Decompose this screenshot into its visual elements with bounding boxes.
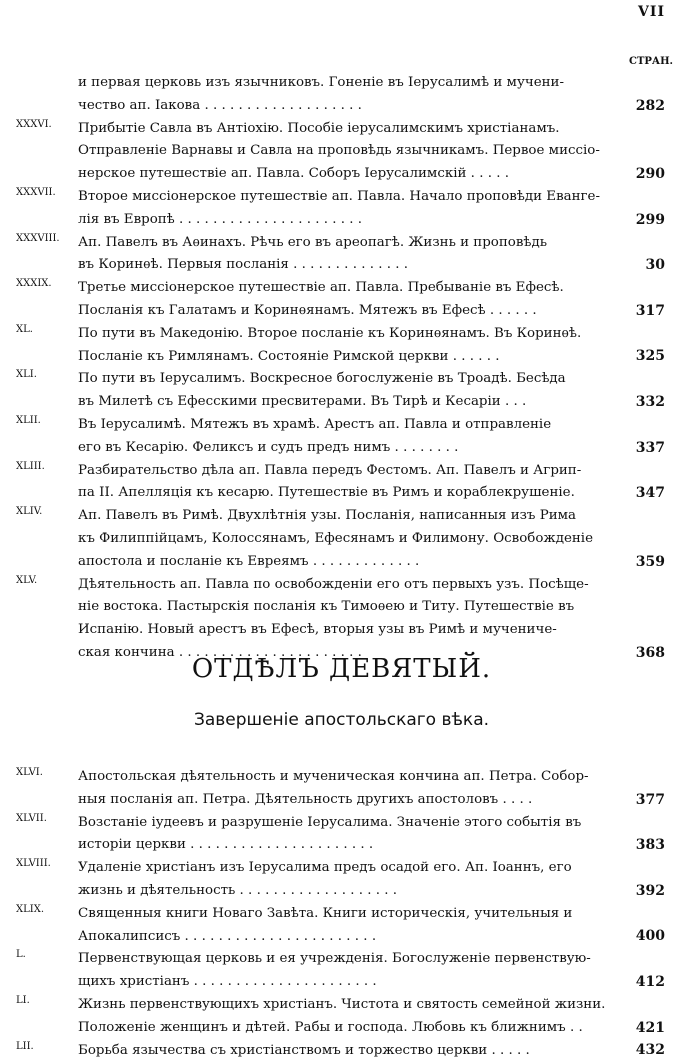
page-reference: 412 [634,971,665,993]
page-reference: 337 [634,437,665,459]
page-number: VII [638,4,665,20]
toc-entry [0,232,683,278]
page-reference: 359 [634,551,665,573]
page-reference: 377 [634,789,665,811]
chapter-number: XXXVII. [16,186,56,198]
chapter-number: XLVI. [16,767,43,778]
page-reference: 347 [634,482,665,504]
entry-text-line: Второе миссіонерское путешествіе ап. Павла. Начало проповѣди Еванге- [78,188,600,204]
section-title: ОТДѢЛЪ ДЕВЯТЫЙ. [191,654,492,684]
chapter-number: XLVII. [16,812,47,824]
entry-text-line: и первая церковь изъ язычниковъ. Гоненіе въ Іерусалимѣ и мучени- [78,75,565,90]
toc-entry [0,186,683,232]
entry-text-line: Прибытіе Савла въ Антіохію. Пособіе іерусалимскимъ христіанамъ. [78,120,560,136]
toc-entry [0,574,683,665]
entry-text-line: По пути въ Іерусалимъ. Воскресное богослуженіе въ Троадѣ. Бесѣда [78,371,566,387]
entry-text-line: Дѣятельность ап. Павла по освобожденіи его отъ первыхъ узъ. Посѣще- [78,576,589,592]
entry-text-line: Положеніе женщинъ и дѣтей. Рабы и господа. Любовь къ ближнимъ . . [78,1019,583,1035]
entry-text-line: жизнь и дѣятельность . . . . . . . . . . . . . . . . . . . [78,882,398,898]
entry-text-line: ніе востока. Пастырскія посланія къ Тимоѳею и Титу. Путешествіе въ [78,599,575,615]
entry-text-line: Удаленіе христіанъ изъ Іерусалима предъ осадой его. Ап. Іоаннъ, его [78,860,572,876]
toc-entry [0,414,683,460]
page-reference: 282 [634,95,665,117]
entry-text-line: щихъ христіанъ . . . . . . . . . . . . . . . . . . . . . . [78,974,377,990]
entry-text-line: его въ Кесарію. Феликсъ и судъ предъ нимъ . . . . . . . . [78,439,459,455]
entry-text-line: Ап. Павелъ въ Римѣ. Двухлѣтнія узы. Посланія, написанныя изъ Рима [78,508,577,524]
entry-text-line: Апокалипсисъ . . . . . . . . . . . . . . . . . . . . . . . [78,928,377,944]
entry-text-line: въ Милетѣ съ Ефесскими пресвитерами. Въ Тирѣ и Кесаріи . . . [78,394,527,410]
toc-entry [0,766,683,812]
entry-text-line: чество ап. Іакова . . . . . . . . . . . . . . . . . . . [78,97,362,113]
chapter-number: LII. [16,1040,34,1052]
entry-text-line: лія въ Европѣ . . . . . . . . . . . . . . . . . . . . . . [78,211,363,227]
entry-text-line: По пути въ Македонію. Второе посланіе къ Коринѳянамъ. Въ Коринѳѣ. [78,325,582,341]
entry-text-line: Третье миссіонерское путешествіе ап. Павла. Пребываніе въ Ефесѣ. [78,280,564,296]
entry-text-line: ская кончина . . . . . . . . . . . . . . . . . . . . . . [78,644,362,660]
toc-entry [0,857,683,903]
entry-text-line: исторіи церкви . . . . . . . . . . . . . . . . . . . . . . [78,837,374,853]
toc-entry [0,368,683,414]
page-reference: 383 [634,834,665,856]
toc-list-before [0,72,683,665]
chapter-number: XLVIII. [16,858,51,870]
page-reference: 299 [634,209,665,231]
entry-text-line: Возстаніе іудеевъ и разрушеніе Іерусалима. Значеніе этого событія въ [78,814,582,830]
entry-text-line: Апостольская дѣятельность и мученическая кончина ап. Петра. Собор- [78,769,589,784]
entry-text-line: Первенствующая церковь и ея учрежденія. Богослуженіе первенствую- [78,951,591,967]
toc-entry [0,277,683,323]
toc-entry [0,460,683,506]
toc-list-after [0,766,683,1062]
page-reference: 400 [634,925,665,947]
page-reference: 290 [634,163,665,185]
page-column-header: СТРАН. [629,56,673,67]
entry-text-line: Разбирательство дѣла ап. Павла передъ Фестомъ. Ап. Павелъ и Агрип- [78,462,582,478]
chapter-number: XXXVIII. [16,232,60,244]
toc-entry [0,118,683,186]
entry-text-line: Ап. Павелъ въ Аѳинахъ. Рѣчь его въ ареопагѣ. Жизнь и проповѣдь [78,234,547,250]
chapter-number: XLIX. [16,903,45,915]
page-reference: 432 [634,1039,665,1061]
entry-text-line: па II. Апелляція къ кесарю. Путешествіе въ Римъ и кораблекрушеніе. [78,485,575,501]
entry-text-line: апостола и посланіе къ Евреямъ . . . . . . . . . . . . . [78,553,420,569]
toc-entry [0,505,683,573]
page-reference: 368 [634,642,665,664]
chapter-number: XXXVI. [16,118,52,130]
toc-entry [0,903,683,949]
page-reference: 392 [634,880,665,902]
entry-text-line: Священныя книги Новаго Завѣта. Книги историческія, учительныя и [78,905,573,921]
page-reference: 325 [634,345,665,367]
entry-text-line: Испанію. Новый арестъ въ Ефесѣ, вторыя узы въ Римѣ и мученичe- [78,622,557,638]
chapter-number: XXXIX. [16,278,52,290]
chapter-number: XL. [16,323,33,335]
entry-text-line: Отправленіе Варнавы и Савла на проповѣдь язычникамъ. Первое мисcіо- [78,143,600,159]
entry-text-line: къ Филиппійцамъ, Колоссянамъ, Ефесянамъ и Филимону. Освобожденіе [78,530,594,546]
entry-text-line: Посланіе къ Римлянамъ. Состояніе Римской церкви . . . . . . [78,348,500,364]
toc-entry [0,72,683,118]
chapter-number: XLIII. [16,460,45,472]
entry-text-line: ныя посланія ап. Петра. Дѣятельность другихъ апостоловъ . . . . [78,791,533,807]
page-reference: 421 [634,1017,665,1039]
chapter-number: XLI. [16,369,37,381]
chapter-number: LI. [16,994,30,1006]
entry-text-line: Борьба язычества съ христіанствомъ и торжество церкви . . . . . [78,1042,530,1058]
page-reference: 30 [644,254,665,276]
toc-entry [0,1040,683,1062]
toc-entry [0,812,683,858]
entry-text-line: въ Коринѳѣ. Первыя посланія . . . . . . . . . . . . . . [78,257,409,273]
chapter-number: XLII. [16,414,41,426]
entry-text-line: Жизнь первенствующихъ христіанъ. Чистота и святость семейной жизни. [78,996,606,1012]
entry-text-line: Посланія къ Галатамъ и Коринѳянамъ. Мятежъ въ Ефесѣ . . . . . . [78,302,537,318]
chapter-number: XLV. [16,574,38,586]
section-subtitle: Завершеніе апостольскаго вѣка. [193,710,490,730]
page-reference: 317 [634,300,665,322]
toc-entry [0,994,683,1040]
page-reference: 332 [634,391,665,413]
entry-text-line: нерское путешествіе ап. Павла. Соборъ Іерусалимскій . . . . . [78,166,509,182]
toc-entry [0,948,683,994]
chapter-number: XLIV. [16,506,43,518]
entry-text-line: Въ Іерусалимѣ. Мятежъ въ храмѣ. Арестъ ап. Павла и отправленіе [78,416,552,432]
toc-entry [0,323,683,369]
chapter-number: L. [16,949,26,961]
